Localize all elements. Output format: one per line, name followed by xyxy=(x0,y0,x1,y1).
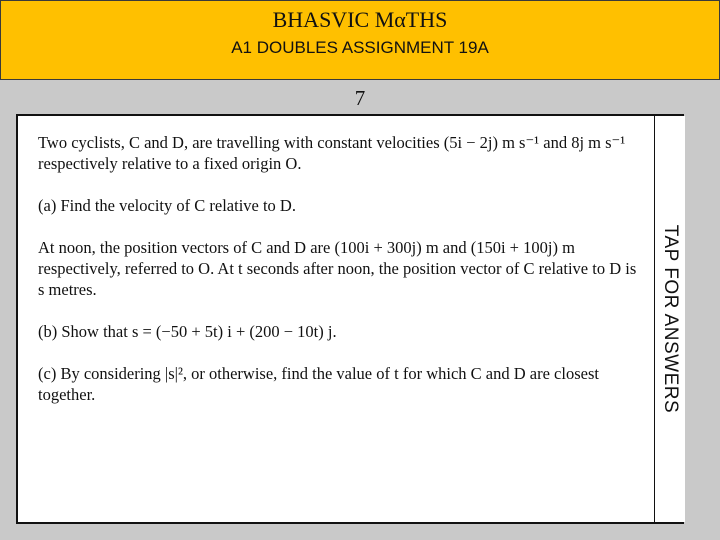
question-intro xyxy=(38,132,638,174)
question-context xyxy=(38,237,638,300)
question-part-b xyxy=(38,321,638,342)
question-part-c-text: (c) By considering |s|², or otherwise, find the value of t for which C and D are closest together. xyxy=(38,364,599,404)
header-banner xyxy=(0,0,720,80)
tap-for-answers-label: TAP FOR ANSWERS xyxy=(660,224,682,414)
tap-for-answers-button[interactable] xyxy=(654,116,685,522)
question-number: 7 xyxy=(354,86,366,110)
question-intro-text: Two cyclists, C and D, are travelling with constant velocities (5i − 2j) m s⁻¹ and 8j m s⁻¹ respectively relative to a fixed origin O. xyxy=(38,133,626,173)
question-card xyxy=(16,114,684,524)
school-title: BHASVIC MαTHS xyxy=(272,7,448,32)
question-part-c xyxy=(38,363,638,405)
question-part-b-text: (b) Show that s = (−50 + 5t) i + (200 − 10t) j. xyxy=(38,322,337,341)
question-part-a xyxy=(38,195,638,216)
question-part-a-text: (a) Find the velocity of C relative to D. xyxy=(38,196,296,215)
question-context-text: At noon, the position vectors of C and D are (100i + 300j) m and (150i + 100j) m respectively, referred to O. At t seconds after noon, the position vector of C relative to D is s metres. xyxy=(38,238,637,299)
question-text xyxy=(38,132,638,426)
assignment-title: A1 DOUBLES ASSIGNMENT 19A xyxy=(231,38,489,57)
